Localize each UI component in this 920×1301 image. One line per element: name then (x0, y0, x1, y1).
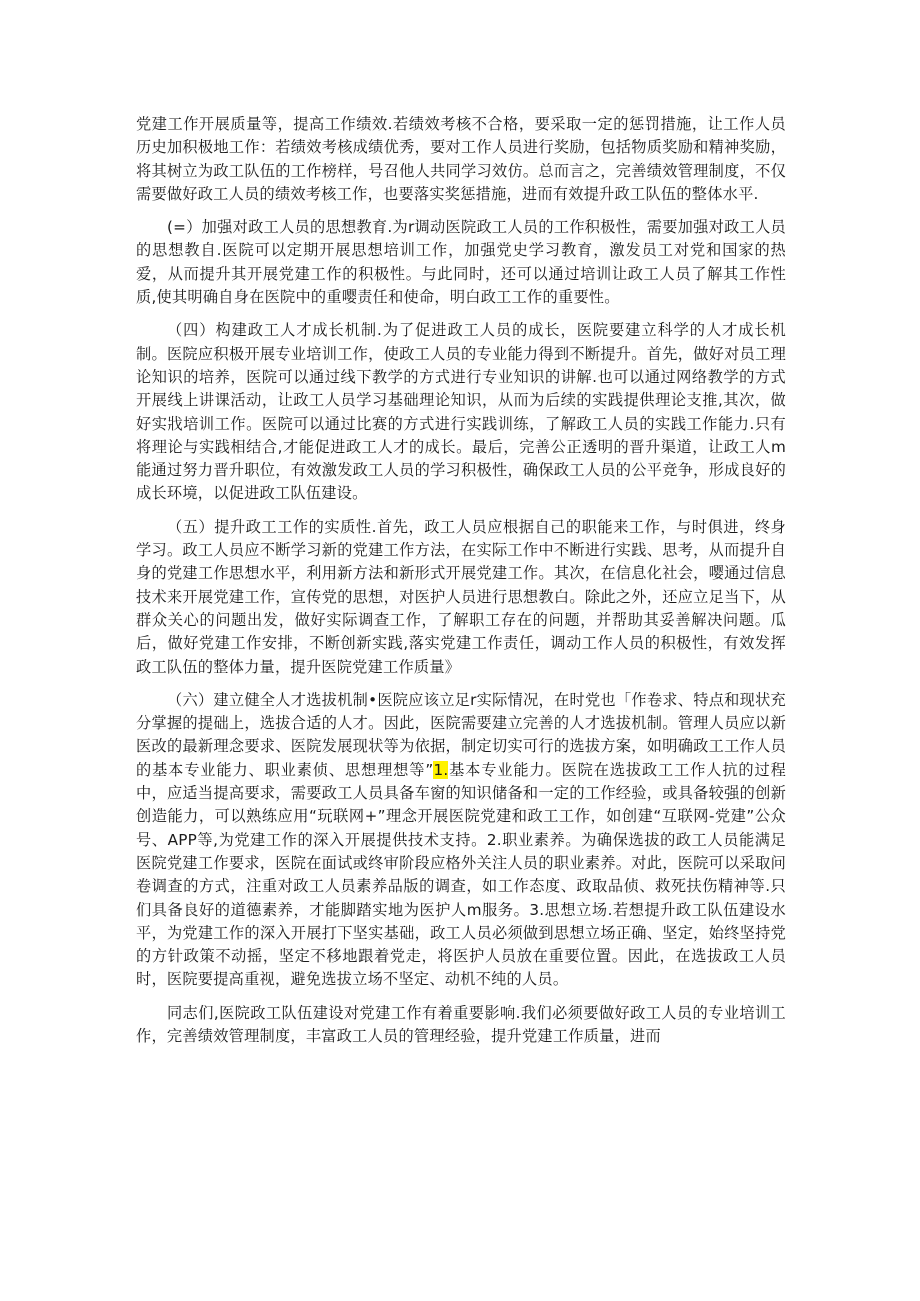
paragraph-text-after-highlight: 基本专业能力。医院在选拔政工工作人抗的过程中，应适当提高要求，需要政工人员具备车窗的知识储备和一定的工作经验，或具备较强的创新创造能力，可以熟练应用“玩联网+”理念开展医院党建和政工工作，如创建“互联网-党建”公众号、APP等,为党建工作的深入开展提供技术支持。2.职业素养。为确保选拔的政工人员能满足医院党建工作要求，医院在面试或终审阶段应格外关注人员的职业素养。对此，医院可以采取问卷调查的方式，注重对政工人员素养品版的调查，如工作态度、政取品侦、救死扶伤精神等.只们具备良好的道德素养，才能脚踏实地为医护人m服务。3.思想立场.若想提升政工队伍建设水平，为党建工作的深入开展打下坚实基础，政工人员必须做到思想立场正确、坚定，始终坚持党的方针政策不动摇，坚定不移地跟着党走，将医护人员放在重要位置。因此，在选拔政工人员时，医院要提高重视，避免选拔立场不坚定、动机不纯的人员。 (136, 760, 787, 989)
paragraph-conclusion: 同志们,医院政工队伍建设对党建工作有着重要影响.我们必须要做好政工人员的专业培训工作，完善绩效管理制度，丰富政工人员的管理经验，提升党建工作质量，进而 (136, 1003, 786, 1045)
paragraph-ideological-education: (=）加强对政工人员的思想教育.为r调动医院政工人员的工作积极性，需要加强对政工人员的思想教自.医院可以定期开展思想培训工作，加强党史学习教育，激发员工对党和国家的热爱，从而提升其开展党建工作的积极性。与此同时，还可以通过培训让政工人员了解其工作性质,使其明确自身在医院中的重嘤责任和使命，明白政工工作的重要性。 (136, 218, 786, 307)
document-page (136, 113, 786, 1058)
paragraph-talent-growth-mechanism: （四）构建政工人才成长机制.为了促进政工人员的成长，医院要建立科学的人才成长机制。医院应积极开展专业培训工作，使政工人员的专业能力得到不断提升。首先，做好对员工理论知识的培养，医院可以通过线下教学的方式进行专业知识的讲解.也可以通过网络教学的方式开展线上讲课活动，让政工人员学习基础理论知识，从而为后续的实践提供理论支推,其次，做好实戕培训工作。医院可以通过比赛的方式进行实践训练，了解政工人员的实践工作能力.只有将理论与实践相结合,才能促进政工人才的成长。最后，完善公正透明的晋升渠道，让政工人m能通过努力晋升职位，有效激发政工人员的学习积极性，确保政工人员的公平竞争，形成良好的成长环境，以促进政工队伍建设。 (136, 321, 786, 503)
paragraph-performance-management: 党建工作开展质量等，提高工作绩效.若绩效考核不合格，要采取一定的惩罚措施，让工作人员历史加积极地工作：若绩效考核成绩优秀，要对工作人员进行奖励，包括物质奖励和精神奖励，将其树立为政工队伍的工作榜样，号召他人共同学习效仿。总而言之，完善绩效管理制度，不仅需要做好政工人员的绩效考核工作，也要落实奖惩措施，进而有效提升政工队伍的整体水平. (136, 115, 786, 203)
paragraph-practical-work: （五）提升政工工作的实质性.首先，政工人员应根据自己的职能来工作，与时俱进，终身学习。政工人员应不断学习新的党建工作方法，在实际工作中不断进行实践、思考，从而提升自身的党建工作思想水平，利用新方法和新形式开展党建工作。其次，在信息化社会，嘤通过信息技术来开展党建工作，宣传党的思想，对医护人员进行思想教白。除此之外，还应立足当下，从群众关心的问题出发，做好实际调查工作，了解职工存在的问题，并帮助其妥善解决问题。瓜后，做好党建工作安排，不断创新实践,落实党建工作责任，调动工作人员的积极性，有效发挥政工队伍的整体力量，提升医院党建工作质量》 (136, 517, 786, 676)
paragraph-talent-selection (136, 689, 786, 992)
highlighted-list-number: 1. (433, 760, 449, 779)
paragraph-text-before-highlight: （六）建立健全人才选拔机制•医院应该立足r实际情况，在时党也「作卷求、特点和现状充分掌握的提础上，选拔合适的人才。因此，医院需要建立完善的人才选拔机制。管理人员应以新医改的最新理念要求、医院发展现状等为依据，制定切实可行的选拔方案，如明确政工工作人员的基本专业能力、职业素侦、思想理想等” (136, 690, 786, 779)
